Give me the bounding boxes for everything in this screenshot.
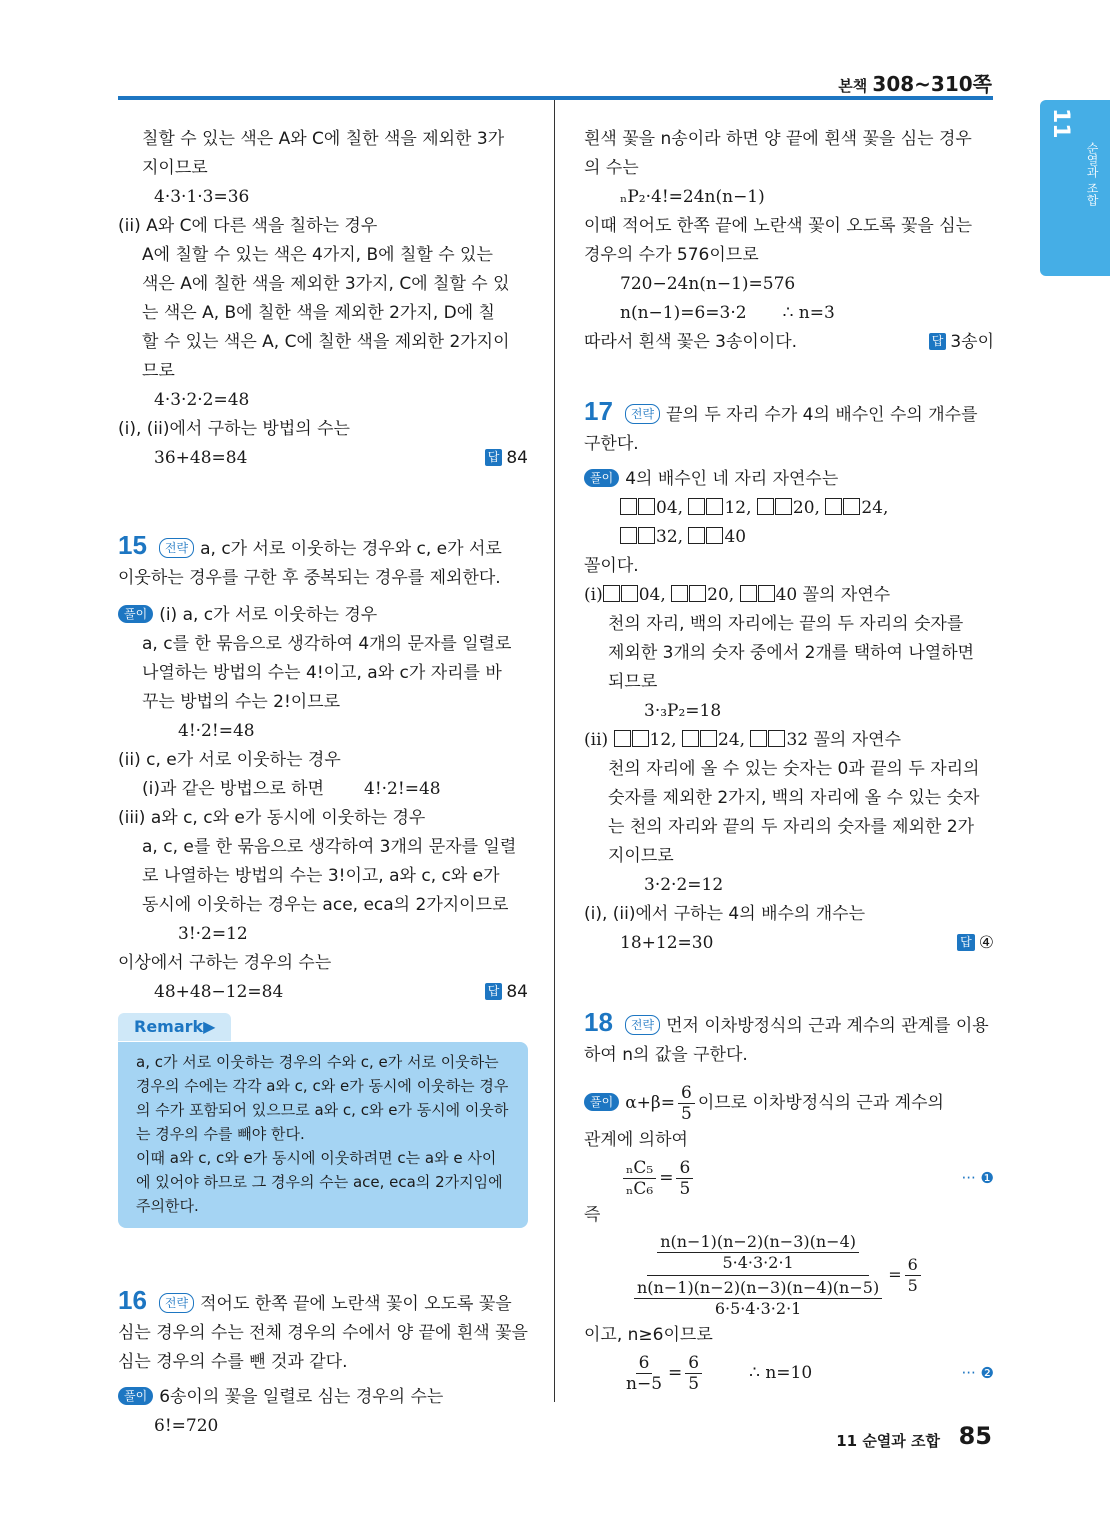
- text-line: a, c를 한 묶음으로 생각하여 4개의 문자를 일렬로: [142, 634, 512, 654]
- text-line: a, c, e를 한 묶음으로 생각하여 3개의 문자를 일렬: [142, 837, 517, 857]
- equation: 4·3·1·3=36: [154, 187, 250, 207]
- equation: 18+12=30: [620, 933, 714, 953]
- text-line: 구한다.: [584, 434, 639, 454]
- equation: 3·₃P₂=18: [644, 701, 722, 721]
- strategy-badge: 전략: [625, 404, 660, 424]
- text-line: (i), (ii)에서 구하는 방법의 수는: [118, 419, 350, 439]
- problem-number: 18: [584, 1007, 613, 1037]
- problem-number: 17: [584, 396, 613, 426]
- solution-start: 풀이 6송이의 꽃을 일렬로 심는 경우의 수는: [118, 1383, 528, 1412]
- strategy-badge: 전략: [159, 538, 194, 558]
- answer-row: [118, 978, 528, 1007]
- header-rule: [118, 96, 993, 100]
- problem-15-strategy: 15 전략 a, c가 서로 이웃하는 경우와 c, e가 서로: [118, 530, 502, 560]
- case-heading: (ii) A와 C에 다른 색을 칠하는 경우: [118, 216, 378, 236]
- text-line: 칠할 수 있는 색은 A와 C에 칠한 색을 제외한 3가: [142, 129, 505, 149]
- text-line: 즉: [584, 1205, 601, 1225]
- remark-text: a, c가 서로 이웃하는 경우의 수와 c, e가 서로 이웃하는 경우의 수에는 각각 a와 c, c와 e가 동시에 이웃하는 경우의 수가 포함되어 있으므로 a와 c, c와 e가 동시에 이웃하는 경우의 수를 빼야 한다.: [136, 1053, 509, 1143]
- text-line: 꼴이다.: [584, 556, 639, 576]
- text-line: 하여 n의 값을 구한다.: [584, 1045, 748, 1065]
- problem-17-strategy: 17 전략 끝의 두 자리 수가 4의 배수인 수의 개수를: [584, 396, 978, 426]
- strategy-badge: 전략: [625, 1015, 660, 1035]
- chapter-number: 11: [1048, 108, 1073, 139]
- text-line: 지이므로: [608, 846, 674, 866]
- solution-badge: 풀이: [584, 1093, 619, 1111]
- text-line: 심는 경우의 수를 뺀 것과 같다.: [118, 1352, 348, 1372]
- solution-badge: 풀이: [584, 469, 619, 487]
- chapter-side-tab: [1040, 100, 1110, 276]
- text-line: 로 나열하는 방법의 수는 3!이고, a와 c, c와 e가: [142, 866, 500, 886]
- box-pattern-line: 04, 12, 20, 24,: [584, 494, 994, 523]
- equation-row: [584, 1155, 994, 1201]
- column-divider: [554, 100, 555, 1402]
- equation: ₙP₂·4!=24n(n−1): [620, 187, 765, 207]
- answer-row: [584, 328, 994, 357]
- text-line: 따라서 흰색 꽃은 3송이이다.: [584, 332, 798, 352]
- text-line: 이때 적어도 한쪽 끝에 노란색 꽃이 오도록 꽃을 심는: [584, 216, 973, 236]
- equation: 720−24n(n−1)=576: [620, 274, 796, 294]
- remark-text: 이때 a와 c, c와 e가 동시에 이웃하려면 c는 a와 e 사이에 있어야 하므로 그 경우의 수는 ace, eca의 2가지임에 주의한다.: [136, 1149, 503, 1215]
- remark-title: Remark▶: [118, 1013, 231, 1041]
- text-line: 이웃하는 경우를 구한 후 중복되는 경우를 제외한다.: [118, 568, 501, 588]
- answer: 답 84: [485, 444, 528, 473]
- text-line: 관계에 의하여: [584, 1130, 688, 1150]
- equation: 4·3·2·2=48: [154, 390, 250, 410]
- equation: 6!=720: [154, 1416, 219, 1436]
- text-line: 는 천의 자리와 끝의 두 자리의 숫자를 제외한 2가: [608, 817, 975, 837]
- text-line: 이상에서 구하는 경우의 수는: [118, 953, 332, 973]
- text-line: 의 수는: [584, 158, 639, 178]
- equation: 36+48=84: [154, 448, 248, 468]
- text-line: 심는 경우의 수는 전체 경우의 수에서 양 끝에 흰색 꽃을: [118, 1323, 528, 1343]
- text-line: 는 색은 A, B에 칠한 색을 제외한 2가지, D에 칠: [142, 303, 495, 323]
- case-heading: (ii) c, e가 서로 이웃하는 경우: [118, 750, 341, 770]
- equation: n(n−1)=6=3·2 ∴ n=3: [620, 303, 835, 323]
- text-line: 이고, n≥6이므로: [584, 1325, 713, 1345]
- equation: 3·2·2=12: [644, 875, 724, 895]
- text-line: 꾸는 방법의 수는 2!이므로: [142, 692, 341, 712]
- left-column: [118, 125, 528, 1441]
- solution-badge: 풀이: [118, 605, 153, 623]
- remark-body: [118, 1042, 528, 1228]
- text-line: 동시에 이웃하는 경우는 ace, eca의 2가지이므로: [142, 895, 509, 915]
- chapter-label: 순열과 조합: [1085, 142, 1099, 206]
- solution-start: 풀이 4의 배수인 네 자리 자연수는: [584, 465, 994, 494]
- text-line: 할 수 있는 색은 A, C에 칠한 색을 제외한 2가지이: [142, 332, 510, 352]
- text-line: 지이므로: [142, 158, 208, 178]
- equation: 4!·2!=48: [178, 721, 255, 741]
- solution-start: 풀이 (i) a, c가 서로 이웃하는 경우: [118, 601, 528, 630]
- text-line: 되므로: [608, 672, 658, 692]
- case-heading: (iii) a와 c, c와 e가 동시에 이웃하는 경우: [118, 808, 426, 828]
- equation: 48+48−12=84: [154, 982, 284, 1002]
- text-line: 흰색 꽃을 n송이라 하면 양 끝에 흰색 꽃을 심는 경우: [584, 129, 972, 149]
- solution-start: 풀이 α+β= $\frac{6}{5}$ 이므로 이차방정식의 근과 계수의: [584, 1080, 994, 1126]
- text-line: 경우의 수가 576이므로: [584, 245, 759, 265]
- step-marker: ··· ❷: [961, 1364, 994, 1382]
- page-reference: 본책 308~310쪽: [838, 72, 992, 96]
- equation-row: [584, 1350, 994, 1396]
- text-line: 므로: [142, 361, 175, 381]
- solution-badge: 풀이: [118, 1387, 153, 1405]
- text-line: 색은 A에 칠한 색을 제외한 3가지, C에 칠할 수 있: [142, 274, 510, 294]
- case-heading: (i) 04, 20, 40 꼴의 자연수: [584, 585, 891, 605]
- answer-row: [118, 444, 528, 473]
- problem-number: 15: [118, 530, 147, 560]
- text-line: 천의 자리, 백의 자리에는 끝의 두 자리의 숫자를: [608, 614, 964, 634]
- answer: 답 84: [485, 978, 528, 1007]
- text-line: (i)과 같은 방법으로 하면 4!·2!=48: [142, 779, 441, 799]
- step-marker: ··· ❶: [961, 1169, 994, 1187]
- text-line: A에 칠할 수 있는 색은 4가지, B에 칠할 수 있는: [142, 245, 493, 265]
- remark-box: [118, 1013, 528, 1228]
- box-pattern-line: 32, 40: [584, 523, 994, 552]
- footer-chapter: 11 순열과 조합: [836, 1432, 940, 1450]
- answer-row: [584, 929, 994, 958]
- answer: 답 ④: [957, 929, 994, 958]
- text-line: 나열하는 방법의 수는 4!이고, a와 c가 자리를 바: [142, 663, 502, 683]
- big-fraction: $\frac{\frac{n(n-1)(n-2)(n-3)(n-4)}{5\cdot 4\cdot 3\cdot 2\cdot 1}}{\frac{n(n-1)(n-2)(n-3)(n-4)(n-5)}{6\cdot 5\cdot 4\cdot 3\cdot 2\cdot 1}}$ = $\frac{6}{5}$: [592, 1230, 994, 1321]
- answer: 답 3송이: [929, 328, 994, 357]
- text-line: 천의 자리에 올 수 있는 숫자는 0과 끝의 두 자리의: [608, 759, 980, 779]
- problem-18-strategy: 18 전략 먼저 이차방정식의 근과 계수의 관계를 이용: [584, 1007, 989, 1037]
- right-column: [584, 125, 994, 1396]
- equation: 3!·2=12: [178, 924, 248, 944]
- text-line: 숫자를 제외한 2가지, 백의 자리에 올 수 있는 숫자: [608, 788, 980, 808]
- problem-number: 16: [118, 1285, 147, 1315]
- page-number: 85: [958, 1422, 992, 1450]
- strategy-badge: 전략: [159, 1293, 194, 1313]
- problem-16-strategy: 16 전략 적어도 한쪽 끝에 노란색 꽃이 오도록 꽃을: [118, 1285, 512, 1315]
- equation: $\frac{6}{n-5}$ = $\frac{6}{5}$ ∴ n=10: [626, 1353, 813, 1394]
- case-heading: (ii) 12, 24, 32 꼴의 자연수: [584, 730, 902, 750]
- text-line: 제외한 3개의 숫자 중에서 2개를 택하여 나열하면: [608, 643, 975, 663]
- equation: $\frac{\text{ₙC₅}}{\text{ₙC₆}}$ = $\frac{6}{5}$: [620, 1155, 696, 1201]
- text-line: (i), (ii)에서 구하는 4의 배수의 개수는: [584, 904, 866, 924]
